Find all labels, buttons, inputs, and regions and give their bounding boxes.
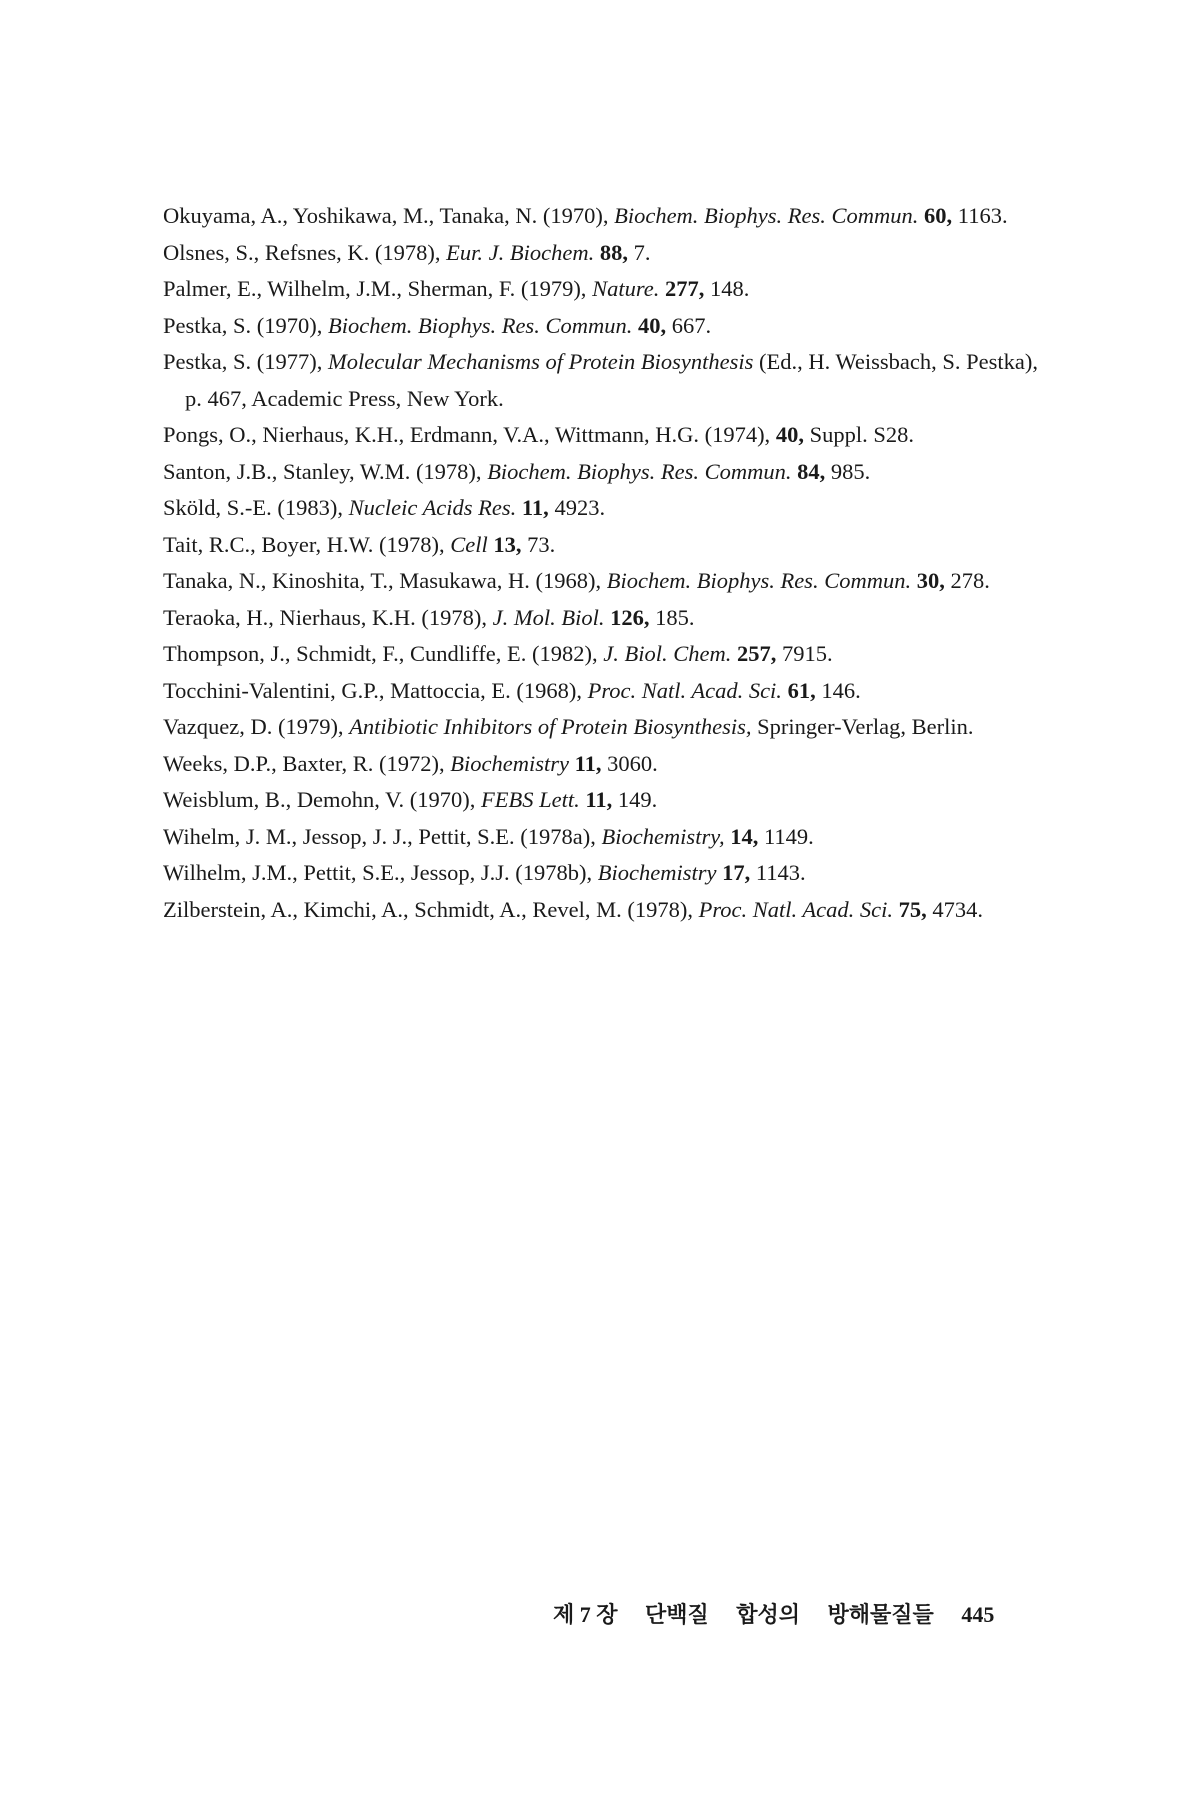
reference-entry <box>163 600 1038 637</box>
reference-entry <box>163 855 1038 892</box>
reference-pages: 4923. <box>554 495 606 520</box>
chapter-label: 제 7 장 <box>553 1602 618 1627</box>
reference-volume: 40, <box>775 422 804 447</box>
reference-entry <box>163 271 1038 308</box>
reference-volume: 11, <box>521 495 549 520</box>
reference-volume: 277, <box>664 276 705 301</box>
reference-volume: 13, <box>493 531 522 557</box>
reference-journal: Biochemistry, <box>601 823 725 849</box>
reference-volume: 14, <box>730 823 759 849</box>
reference-entry <box>163 198 1038 235</box>
reference-authors: Sköld, S.-E. (1983), <box>163 495 343 520</box>
reference-journal: Nature. <box>592 276 660 301</box>
reference-volume: 257, <box>737 641 777 666</box>
reference-authors: Weisblum, B., Demohn, V. (1970), <box>163 787 476 812</box>
reference-journal: Eur. J. Biochem. <box>446 239 595 265</box>
chapter-title-word-3: 방해물질들 <box>827 1602 934 1627</box>
reference-volume: 30, <box>916 568 945 593</box>
reference-pages: 149. <box>617 787 658 812</box>
reference-authors: Teraoka, H., Nierhaus, K.H. (1978), <box>163 604 487 630</box>
reference-entry <box>163 709 1038 746</box>
reference-entry <box>163 819 1038 856</box>
reference-pages: Suppl. S28. <box>809 422 914 447</box>
reference-authors: Pestka, S. (1977), <box>163 349 323 374</box>
reference-authors: Tanaka, N., Kinoshita, T., Masukawa, H. (1968), <box>163 568 602 593</box>
reference-volume: 11, <box>574 750 602 776</box>
reference-journal: Biochem. Biophys. Res. Commun. <box>606 568 912 593</box>
reference-pages: 7915. <box>782 641 833 666</box>
reference-pages: 1163. <box>957 203 1008 228</box>
reference-journal: Proc. Natl. Acad. Sci. <box>698 896 893 922</box>
reference-authors: Wihelm, J. M., Jessop, J. J., Pettit, S.E. (1978a), <box>163 823 596 849</box>
reference-journal: Biochem. Biophys. Res. Commun. <box>328 312 633 338</box>
reference-entry <box>163 892 1038 929</box>
reference-entry <box>163 490 1038 527</box>
reference-journal: Antibiotic Inhibitors of Protein Biosynthesis, <box>349 714 752 739</box>
reference-pages: (Ed., H. Weissbach, S. Pestka), p. 467, Academic Press, New York. <box>185 349 1039 411</box>
reference-pages: 278. <box>950 568 990 593</box>
reference-authors: Vazquez, D. (1979), <box>163 714 344 739</box>
reference-pages: 146. <box>821 677 861 703</box>
reference-entry <box>163 454 1038 491</box>
reference-journal: Nucleic Acids Res. <box>348 495 517 520</box>
reference-pages: 985. <box>830 458 871 484</box>
reference-journal: Proc. Natl. Acad. Sci. <box>587 677 782 703</box>
reference-entry <box>163 636 1038 673</box>
reference-authors: Santon, J.B., Stanley, W.M. (1978), <box>163 458 482 484</box>
reference-journal: J. Biol. Chem. <box>603 641 732 666</box>
reference-authors: Tocchini-Valentini, G.P., Mattoccia, E. (1968), <box>163 677 582 703</box>
reference-volume: 126, <box>610 604 650 630</box>
reference-pages: 148. <box>709 276 750 301</box>
reference-pages: 667. <box>671 312 712 338</box>
reference-journal: J. Mol. Biol. <box>492 604 605 630</box>
reference-entry <box>163 235 1038 272</box>
reference-journal: Biochem. Biophys. Res. Commun. <box>487 458 792 484</box>
reference-volume: 40, <box>637 312 667 338</box>
reference-entry <box>163 563 1038 600</box>
reference-journal: FEBS Lett. <box>480 787 580 812</box>
reference-volume: 88, <box>599 239 628 265</box>
page-number: 445 <box>961 1602 995 1627</box>
reference-pages: 73. <box>527 531 556 557</box>
reference-volume: 84, <box>797 458 826 484</box>
reference-entry <box>163 308 1038 345</box>
reference-list <box>163 198 1038 928</box>
reference-authors: Pongs, O., Nierhaus, K.H., Erdmann, V.A., Wittmann, H.G. (1974), <box>163 422 771 447</box>
reference-entry <box>163 782 1038 819</box>
reference-authors: Weeks, D.P., Baxter, R. (1972), <box>163 750 445 776</box>
reference-authors: Palmer, E., Wilhelm, J.M., Sherman, F. (1979), <box>163 276 587 301</box>
reference-journal: Molecular Mechanisms of Protein Biosynthesis <box>328 349 754 374</box>
page-footer <box>553 1598 1013 1629</box>
reference-entry <box>163 527 1038 564</box>
reference-authors: Pestka, S. (1970), <box>163 312 323 338</box>
reference-journal: Biochemistry <box>597 860 717 885</box>
reference-volume: 11, <box>585 787 613 812</box>
reference-entry <box>163 673 1038 710</box>
reference-journal: Biochem. Biophys. Res. Commun. <box>614 203 919 228</box>
chapter-title-word-2: 합성의 <box>736 1602 801 1627</box>
reference-pages: 7. <box>633 239 651 265</box>
reference-authors: Thompson, J., Schmidt, F., Cundliffe, E. (1982), <box>163 641 598 666</box>
reference-volume: 60, <box>924 203 953 228</box>
reference-pages: 1143. <box>755 860 806 885</box>
reference-pages: 3060. <box>607 750 658 776</box>
reference-journal: Biochemistry <box>450 750 569 776</box>
reference-authors: Wilhelm, J.M., Pettit, S.E., Jessop, J.J. (1978b), <box>163 860 593 885</box>
reference-volume: 61, <box>787 677 816 703</box>
reference-entry <box>163 417 1038 454</box>
reference-volume: 75, <box>898 896 927 922</box>
reference-authors: Tait, R.C., Boyer, H.W. (1978), <box>163 531 445 557</box>
reference-pages: 1149. <box>763 823 814 849</box>
reference-authors: Olsnes, S., Refsnes, K. (1978), <box>163 239 441 265</box>
reference-pages: Springer-Verlag, Berlin. <box>757 714 974 739</box>
reference-volume: 17, <box>722 860 751 885</box>
reference-pages: 4734. <box>932 896 983 922</box>
reference-journal: Cell <box>450 531 488 557</box>
reference-authors: Okuyama, A., Yoshikawa, M., Tanaka, N. (1970), <box>163 203 609 228</box>
reference-entry <box>163 344 1038 417</box>
reference-pages: 185. <box>655 604 695 630</box>
reference-entry <box>163 746 1038 783</box>
chapter-title-word-1: 단백질 <box>645 1602 709 1627</box>
reference-authors: Zilberstein, A., Kimchi, A., Schmidt, A., Revel, M. (1978), <box>163 896 693 922</box>
